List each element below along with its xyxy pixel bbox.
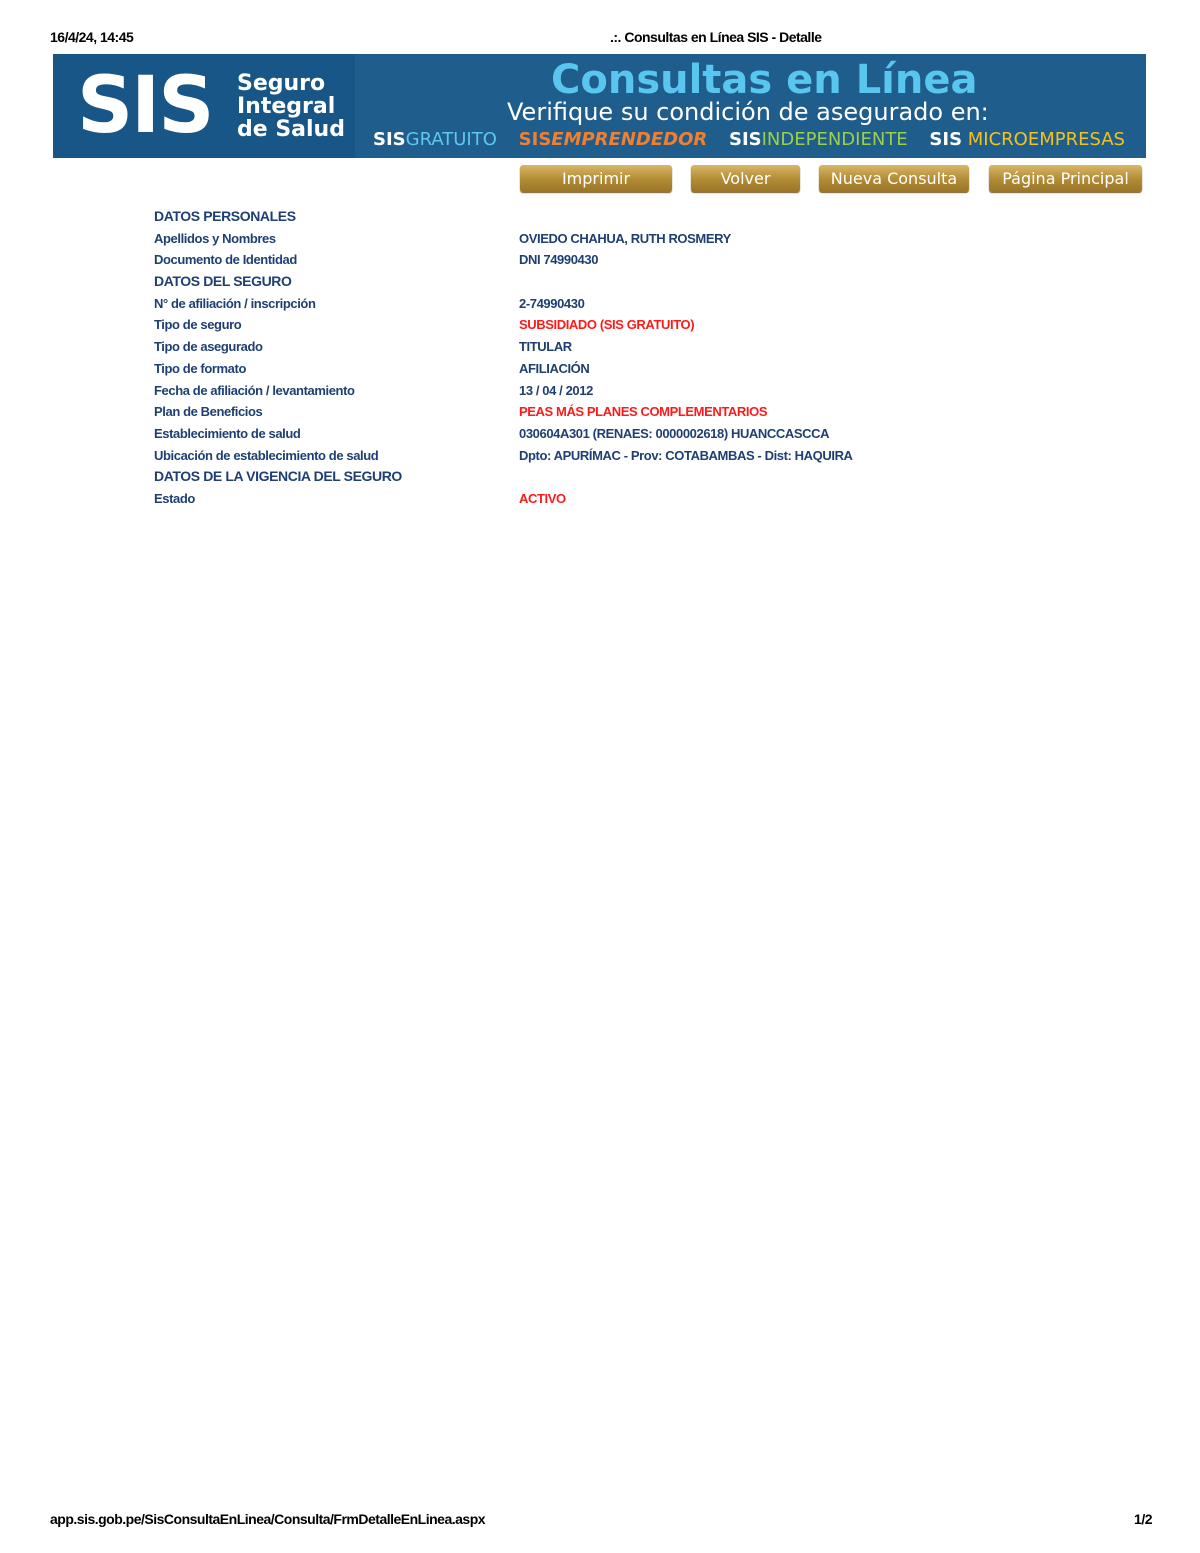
date-value: 13 / 04 / 2012 bbox=[519, 382, 593, 398]
format-type-value: AFILIACIÓN bbox=[519, 360, 590, 376]
date-label: Fecha de afiliación / levantamiento bbox=[154, 382, 355, 398]
facility-value: 030604A301 (RENAES: 0000002618) HUANCCASCCA bbox=[519, 425, 830, 441]
program-independiente: SISINDEPENDIENTE bbox=[728, 129, 908, 150]
print-header bbox=[50, 29, 1152, 49]
banner-title: Consultas en Línea bbox=[551, 57, 978, 103]
insured-type-value: TITULAR bbox=[519, 339, 572, 355]
section-title: DATOS DEL SEGURO bbox=[154, 273, 292, 290]
format-type-label: Tipo de formato bbox=[154, 360, 246, 376]
sis-banner bbox=[53, 54, 1146, 158]
plan-label: Plan de Beneficios bbox=[154, 404, 263, 420]
location-label: Ubicación de establecimiento de salud bbox=[154, 447, 379, 463]
program-gratuito: SISGRATUITO bbox=[373, 129, 497, 150]
section-title: DATOS DE LA VIGENCIA DEL SEGURO bbox=[154, 468, 402, 485]
insurance-type-label: Tipo de seguro bbox=[154, 317, 242, 333]
status-value: ACTIVO bbox=[519, 490, 566, 506]
sis-logo-panel bbox=[53, 54, 355, 158]
page-url: app.sis.gob.pe/SisConsultaEnLinea/Consulta/FrmDetalleEnLinea.aspx bbox=[50, 1511, 486, 1527]
section-title: DATOS PERSONALES bbox=[154, 208, 296, 224]
action-buttons bbox=[0, 165, 1200, 192]
print-button[interactable]: Imprimir bbox=[520, 165, 672, 192]
names-value: OVIEDO CHAHUA, RUTH ROSMERY bbox=[519, 230, 731, 246]
facility-label: Establecimiento de salud bbox=[154, 425, 301, 441]
program-emprendedor: SISEMPRENDEDOR bbox=[518, 129, 708, 150]
program-microempresas: SIS MICROEMPRESAS bbox=[929, 129, 1125, 150]
print-doc-title: .:. Consultas en Línea SIS - Detalle bbox=[610, 29, 822, 45]
logo-sub-line-1: Seguro bbox=[237, 71, 326, 96]
id-value: DNI 74990430 bbox=[519, 252, 599, 268]
print-date: 16/4/24, 14:45 bbox=[50, 29, 134, 45]
names-label: Apellidos y Nombres bbox=[154, 230, 276, 246]
logo-sub-line-2: Integral bbox=[237, 94, 336, 119]
print-footer bbox=[50, 1511, 1152, 1531]
home-page-button[interactable]: Página Principal bbox=[989, 165, 1142, 192]
logo-sub-line-3: de Salud bbox=[237, 117, 345, 142]
location-value: Dpto: APURÍMAC - Prov: COTABAMBAS - Dist: HAQUIRA bbox=[519, 447, 853, 463]
status-label: Estado bbox=[154, 490, 195, 506]
back-button[interactable]: Volver bbox=[691, 165, 800, 192]
banner-subtitle: Verifique su condición de asegurado en: bbox=[507, 98, 989, 126]
affiliation-value: 2-74990430 bbox=[519, 295, 585, 311]
insurance-type-value: SUBSIDIADO (SIS GRATUITO) bbox=[519, 317, 695, 333]
insured-type-label: Tipo de asegurado bbox=[154, 339, 263, 355]
sis-logo: SIS bbox=[77, 61, 213, 151]
id-label: Documento de Identidad bbox=[154, 252, 297, 268]
affiliation-label: N° de afiliación / inscripción bbox=[154, 295, 316, 311]
program-list bbox=[373, 128, 1141, 152]
new-query-button[interactable]: Nueva Consulta bbox=[819, 165, 969, 192]
page-number: 1/2 bbox=[1134, 1511, 1152, 1527]
plan-value: PEAS MÁS PLANES COMPLEMENTARIOS bbox=[519, 404, 768, 420]
sis-logo-subtitle bbox=[237, 72, 345, 141]
